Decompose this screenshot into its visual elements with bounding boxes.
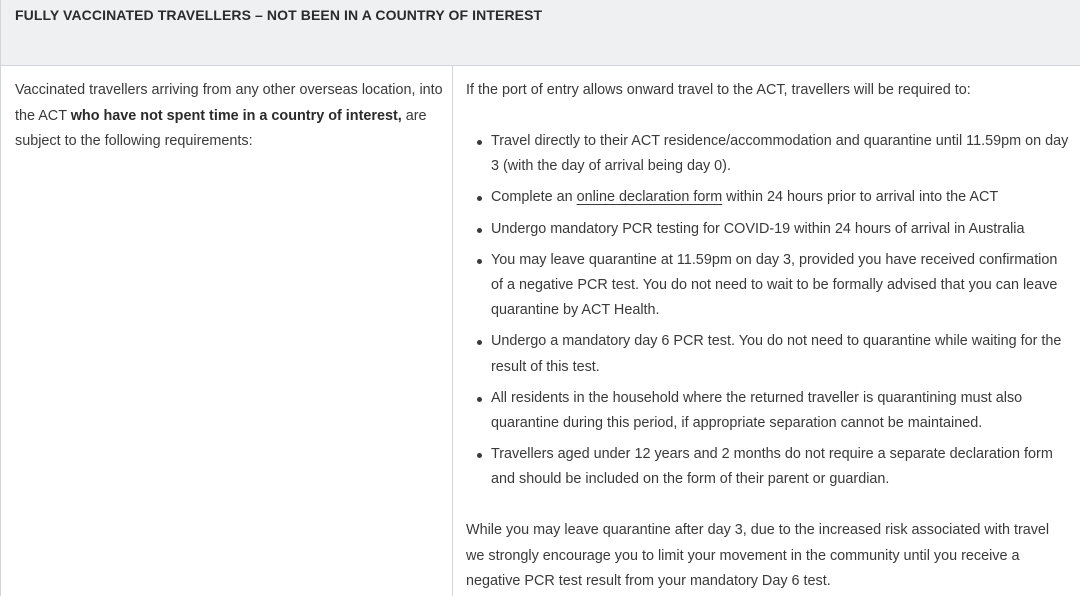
bullet-icon [477,196,482,201]
list-item-text: Travel directly to their ACT residence/accommodation and quarantine until 11.59pm on day 3 (with the day of arrival being day 0). [491,133,1069,175]
list-item [453,129,1080,179]
bullet-icon [477,397,482,402]
requirements-cell [453,66,1080,596]
bullet-icon [477,259,482,264]
category-text-emphasis: who have not spent time in a country of interest, [70,107,402,124]
list-item [453,442,1080,492]
list-item-text: You may leave quarantine at 11.59pm on day 3, provided you have received confirmation of a negative PCR test. You do not need to wait to be formally advised that you can leave quarantine by ACT Health. [491,251,1058,319]
list-item-text: All residents in the household where the returned traveller is quarantining must also quarantine during this period, if appropriate separation cannot be maintained. [491,389,1023,432]
list-item-text: Travellers aged under 12 years and 2 months do not require a separate declaration form and should be included on the form of their parent or guardian. [491,446,1053,488]
table-header-title: FULLY VACCINATED TRAVELLERS – NOT BEEN IN A COUNTRY OF INTEREST [15,7,543,23]
list-item [453,248,1080,324]
list-item-text: Undergo a mandatory day 6 PCR test. You do not need to quarantine while waiting for the result of this test. [491,333,1062,375]
bullet-icon [477,228,482,233]
category-text-end: are subject to the following requirements: [15,107,427,149]
bullet-icon [477,453,482,458]
requirements-intro: If the port of entry allows onward travel to the ACT, travellers will be required to: [466,82,971,98]
traveller-category-text [15,78,445,155]
list-item [453,185,1080,210]
table-header [1,0,1080,66]
bullet-icon [477,340,482,345]
category-text-start: Vaccinated travellers arriving from any other overseas location, into the ACT [15,82,443,124]
list-item [453,217,1080,242]
list-item-text: Undergo mandatory PCR testing for COVID-19 within 24 hours of arrival in Australia [491,220,1025,237]
traveller-category-cell [1,66,453,596]
list-item [453,329,1080,379]
requirements-closing-note: While you may leave quarantine after day 3, due to the increased risk associated with travel we strongly encourage you to limit your movement in the community until you receive a negative PCR test result from your mandatory Day 6 test. [466,522,1050,589]
requirements-list [453,129,1080,499]
list-item-text-end: within 24 hours prior to arrival into the ACT [722,189,999,206]
online-declaration-form-link[interactable]: online declaration form [576,189,723,206]
list-item-text-start: Complete an [491,189,577,206]
list-item [453,386,1080,436]
bullet-icon [477,140,482,145]
